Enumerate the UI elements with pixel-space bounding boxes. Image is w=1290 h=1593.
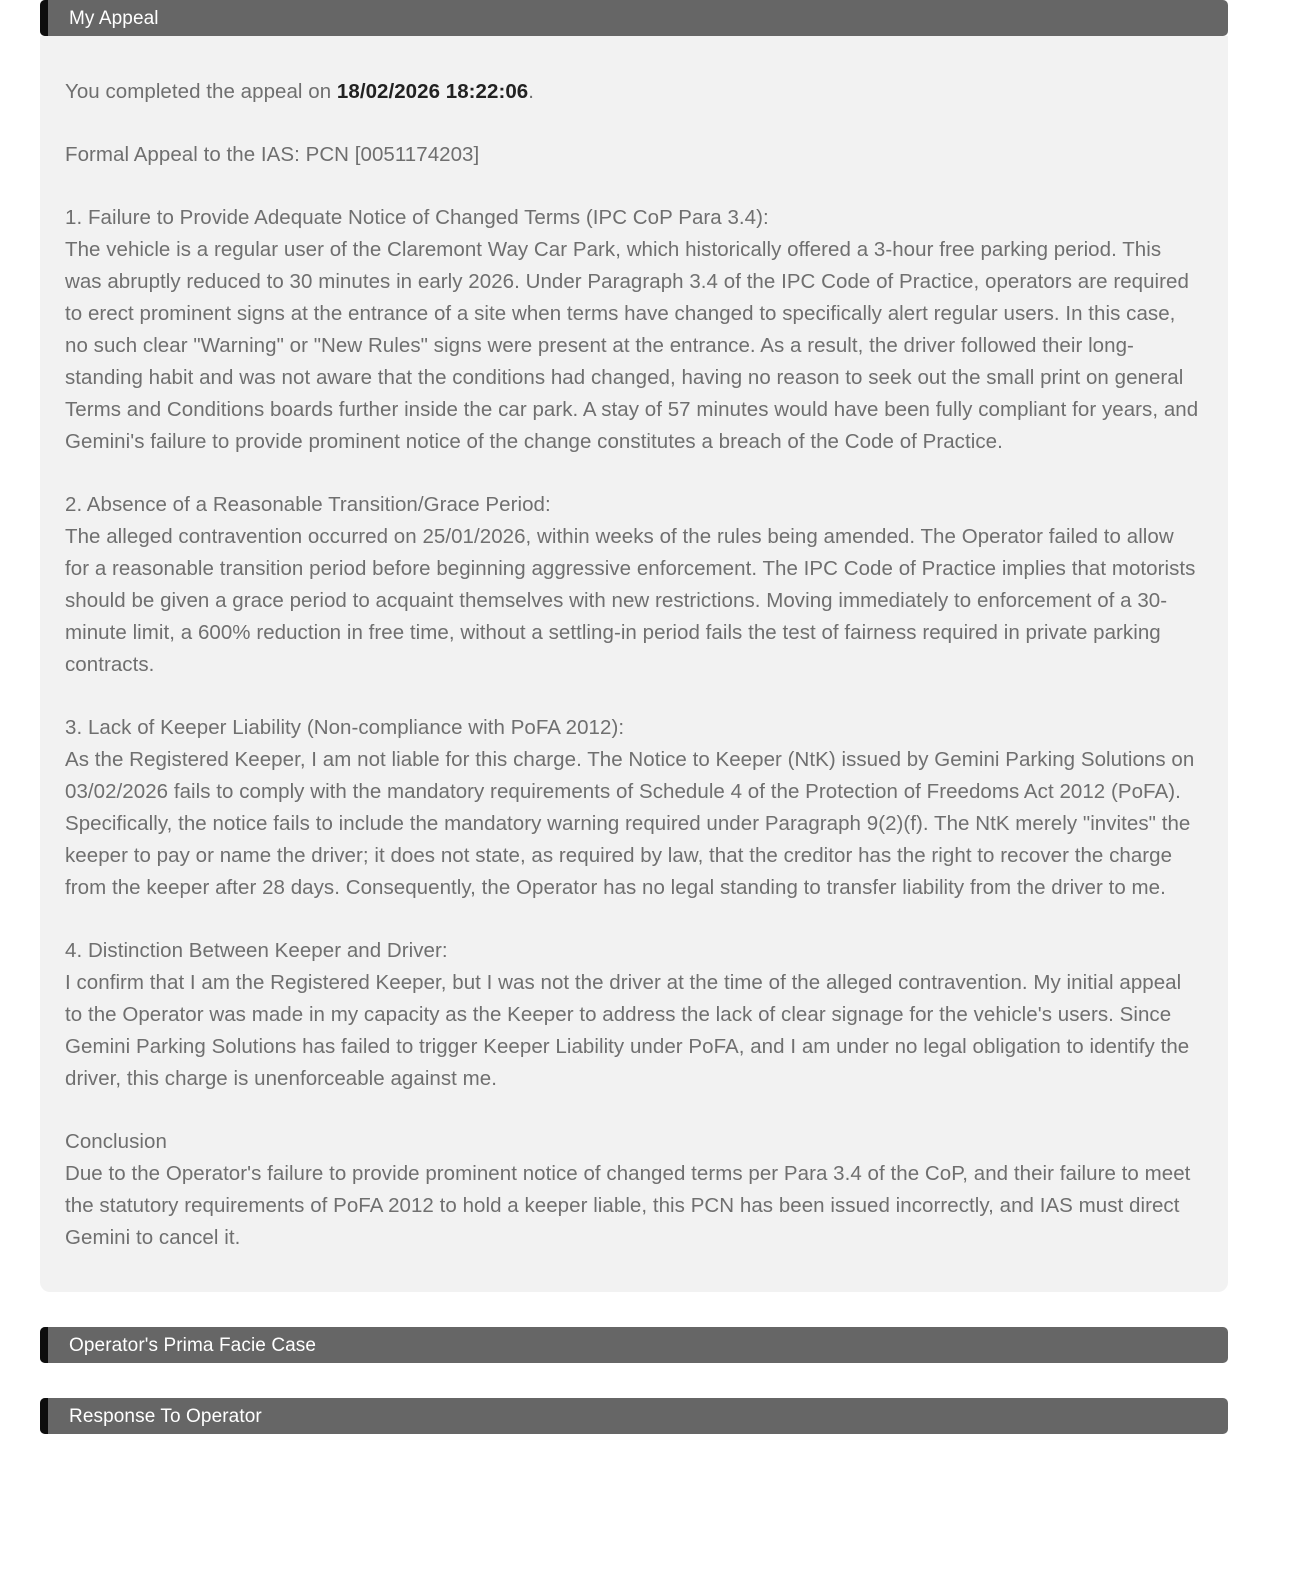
section-header-operator-prima-facie-case[interactable] [40, 1327, 1228, 1363]
ground-3-body: As the Registered Keeper, I am not liable for this charge. The Notice to Keeper (NtK) issued by Gemini Parking Solutions on 03/02/2026 fails to comply with the mandatory requirements of Schedule 4 of the Protection of Freedoms Act 2012 (PoFA). Specifically, the notice fails to include the mandatory warning required under Paragraph 9(2)(f). The NtK merely "invites" the keeper to pay or name the driver; it does not state, as required by law, that the creditor has the right to recover the charge from the keeper after 28 days. Consequently, the Operator has no legal standing to transfer liability from the driver to me. [65, 748, 1195, 899]
spacer-between-bars [0, 1363, 1290, 1398]
ground-2 [65, 489, 1203, 681]
conclusion-title: Conclusion [65, 1130, 167, 1153]
ground-1-body: The vehicle is a regular user of the Claremont Way Car Park, which historically offered a 3-hour free parking period. This was abruptly reduced to 30 minutes in early 2026. Under Paragraph 3.4 of the IPC Code of Practice, operators are required to erect prominent signs at the entrance of a site when terms have changed to specifically alert regular users. In this case, no such clear "Warning" or "New Rules" signs were present at the entrance. As a result, the driver followed their long-standing habit and was not aware that the conditions had changed, having no reason to seek out the small print on general Terms and Conditions boards further inside the car park. A stay of 57 minutes would have been fully compliant for years, and Gemini's failure to provide prominent notice of the change constitutes a breach of the Code of Practice. [65, 238, 1199, 453]
section-accent-stripe [40, 1327, 48, 1363]
ground-1-title: 1. Failure to Provide Adequate Notice of Changed Terms (IPC CoP Para 3.4): [65, 206, 769, 229]
completion-timestamp: 18/02/2026 18:22:06 [336, 80, 529, 103]
ground-3 [65, 712, 1203, 904]
completion-suffix: . [528, 80, 534, 103]
section-title-operator-prima-facie-case: Operator's Prima Facie Case [69, 1334, 317, 1356]
appeal-heading: Formal Appeal to the IAS: PCN [0051174203] [65, 143, 480, 166]
conclusion [65, 1126, 1203, 1254]
ground-2-title: 2. Absence of a Reasonable Transition/Grace Period: [65, 493, 551, 516]
ground-4-title: 4. Distinction Between Keeper and Driver: [65, 939, 448, 962]
conclusion-body: Due to the Operator's failure to provide prominent notice of changed terms per Para 3.4 of the CoP, and their failure to meet the statutory requirements of PoFA 2012 to hold a keeper liable, this PCN has been issued incorrectly, and IAS must direct Gemini to cancel it. [65, 1162, 1191, 1249]
spacer-after-panel [0, 1292, 1290, 1327]
completion-status-line [65, 76, 1203, 108]
section-accent-stripe [40, 0, 48, 36]
ground-4-body: I confirm that I am the Registered Keeper, but I was not the driver at the time of the alleged contravention. My initial appeal to the Operator was made in my capacity as the Keeper to address the lack of clear signage for the vehicle's users. Since Gemini Parking Solutions has failed to trigger Keeper Liability under PoFA, and I am under no legal obligation to identify the driver, this charge is unenforceable against me. [65, 971, 1190, 1090]
section-accent-stripe [40, 1398, 48, 1434]
ground-2-body: The alleged contravention occurred on 25/01/2026, within weeks of the rules being amended. The Operator failed to allow for a reasonable transition period before beginning aggressive enforcement. The IPC Code of Practice implies that motorists should be given a grace period to acquaint themselves with new restrictions. Moving immediately to enforcement of a 30-minute limit, a 600% reduction in free time, without a settling-in period fails the test of fairness required in private parking contracts. [65, 525, 1196, 676]
section-title-response-to-operator: Response To Operator [69, 1405, 262, 1427]
ground-1 [65, 202, 1203, 458]
ground-3-title: 3. Lack of Keeper Liability (Non-compliance with PoFA 2012): [65, 716, 625, 739]
section-title-my-appeal: My Appeal [69, 7, 159, 29]
my-appeal-panel [40, 36, 1228, 1292]
section-header-my-appeal[interactable] [40, 0, 1228, 36]
section-header-response-to-operator[interactable] [40, 1398, 1228, 1434]
ground-4 [65, 935, 1203, 1095]
completion-prefix: You completed the appeal on [65, 80, 337, 103]
